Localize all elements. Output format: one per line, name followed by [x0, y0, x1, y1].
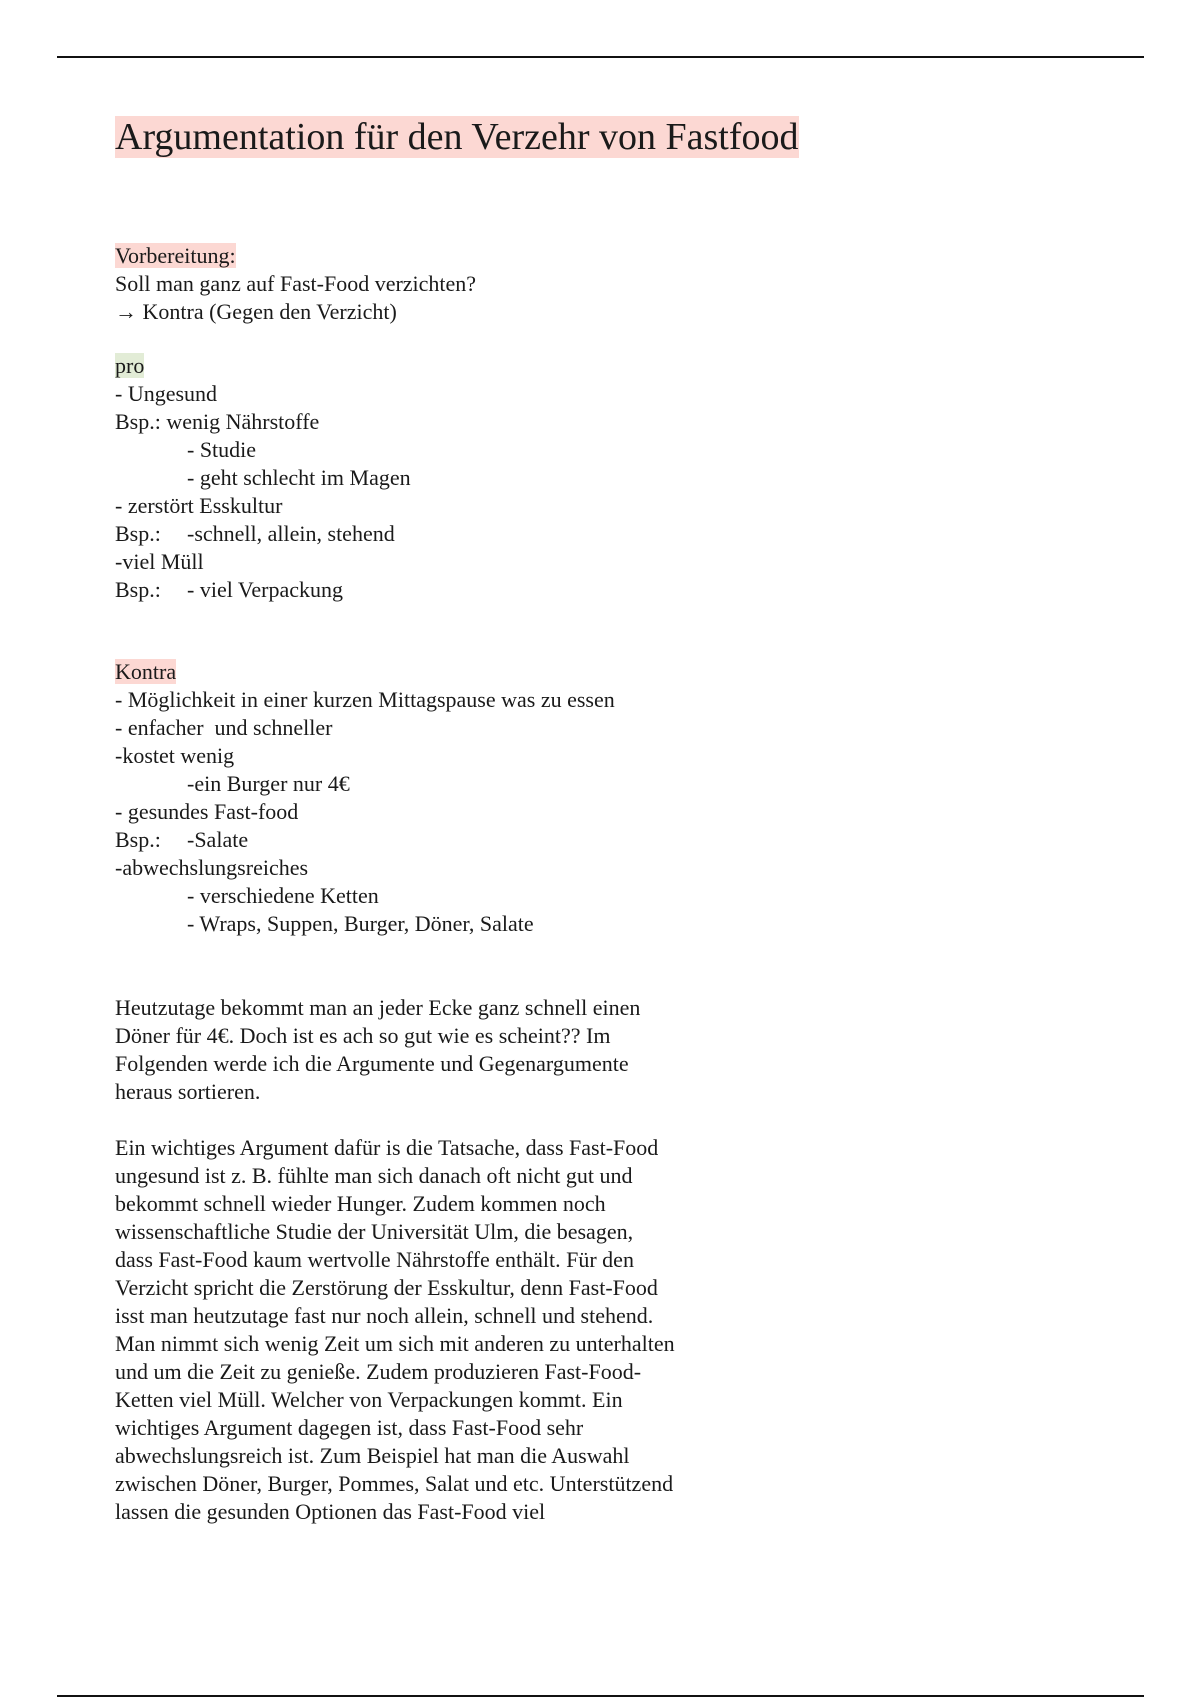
kontra-line: - gesundes Fast-food: [115, 799, 299, 824]
pro-line: Bsp.: - viel Verpackung: [115, 577, 343, 602]
kontra-line: - Möglichkeit in einer kurzen Mittagspause was zu essen: [115, 687, 615, 712]
preparation-question: Soll man ganz auf Fast-Food verzichten?: [115, 271, 477, 296]
kontra-line: -abwechslungsreiches: [115, 855, 309, 880]
kontra-line: -kostet wenig: [115, 743, 235, 768]
kontra-line: - Wraps, Suppen, Burger, Döner, Salate: [187, 911, 534, 936]
pro-line: - zerstört Esskultur: [115, 493, 283, 518]
essay-body-paragraph: Ein wichtiges Argument dafür is die Tatsache, dass Fast-Food ungesund ist z. B. fühlte man sich danach oft nicht gut und bekommt schnell wieder Hunger. Zudem kommen noch wissenschaftliche Studie der Universität Ulm, die besagen, dass Fast-Food kaum wertvolle Nährstoffe enthält. Für den Verzicht spricht die Zerstörung der Esskultur, denn Fast-Food isst man heutzutage fast nur noch allein, schnell und stehend. Man nimmt sich wenig Zeit um sich mit anderen zu unterhalten und um die Zeit zu genieße. Zudem produzieren Fast-Food-Ketten viel Müll. Welcher von Verpackungen kommt. Ein wichtiges Argument dagegen ist, dass Fast-Food sehr abwechslungsreich ist. Zum Beispiel hat man die Auswahl zwischen Döner, Burger, Pommes, Salat und etc. Unterstützend lassen die gesunden Optionen das Fast-Food viel: [115, 1135, 675, 1524]
kontra-label: Kontra: [115, 659, 177, 684]
kontra-section: [115, 658, 1115, 938]
kontra-line: -ein Burger nur 4€: [187, 771, 350, 796]
page-title: Argumentation für den Verzehr von Fastfood: [115, 116, 799, 158]
kontra-line: - verschiedene Ketten: [187, 883, 379, 908]
example-prefix: Bsp.:: [115, 577, 161, 602]
pro-line: - geht schlecht im Magen: [187, 465, 411, 490]
pro-line: Bsp.: wenig Nährstoffe: [115, 409, 320, 434]
pro-line: - Studie: [187, 437, 257, 462]
example-prefix: Bsp.:: [115, 521, 161, 546]
preparation-section: [115, 242, 1115, 326]
pro-section: [115, 352, 1115, 604]
kontra-line: - enfacher und schneller: [115, 715, 333, 740]
preparation-answer: → Kontra (Gegen den Verzicht): [115, 299, 397, 324]
pro-line: -viel Müll: [115, 549, 204, 574]
bottom-rule: [57, 1695, 1144, 1697]
preparation-label: Vorbereitung:: [115, 243, 236, 268]
pro-label: pro: [115, 353, 145, 378]
kontra-line: Bsp.: -Salate: [115, 827, 249, 852]
document-body: [115, 112, 1115, 1526]
essay-intro-paragraph: Heutzutage bekommt man an jeder Ecke ganz schnell einen Döner für 4€. Doch ist es ach so gut wie es scheint?? Im Folgenden werde ich die Argumente und Gegenargumente heraus sortieren.: [115, 995, 641, 1104]
pro-line: Bsp.: -schnell, allein, stehend: [115, 521, 395, 546]
example-prefix: Bsp.:: [115, 827, 161, 852]
pro-line: - Ungesund: [115, 381, 218, 406]
top-rule: [57, 56, 1144, 58]
